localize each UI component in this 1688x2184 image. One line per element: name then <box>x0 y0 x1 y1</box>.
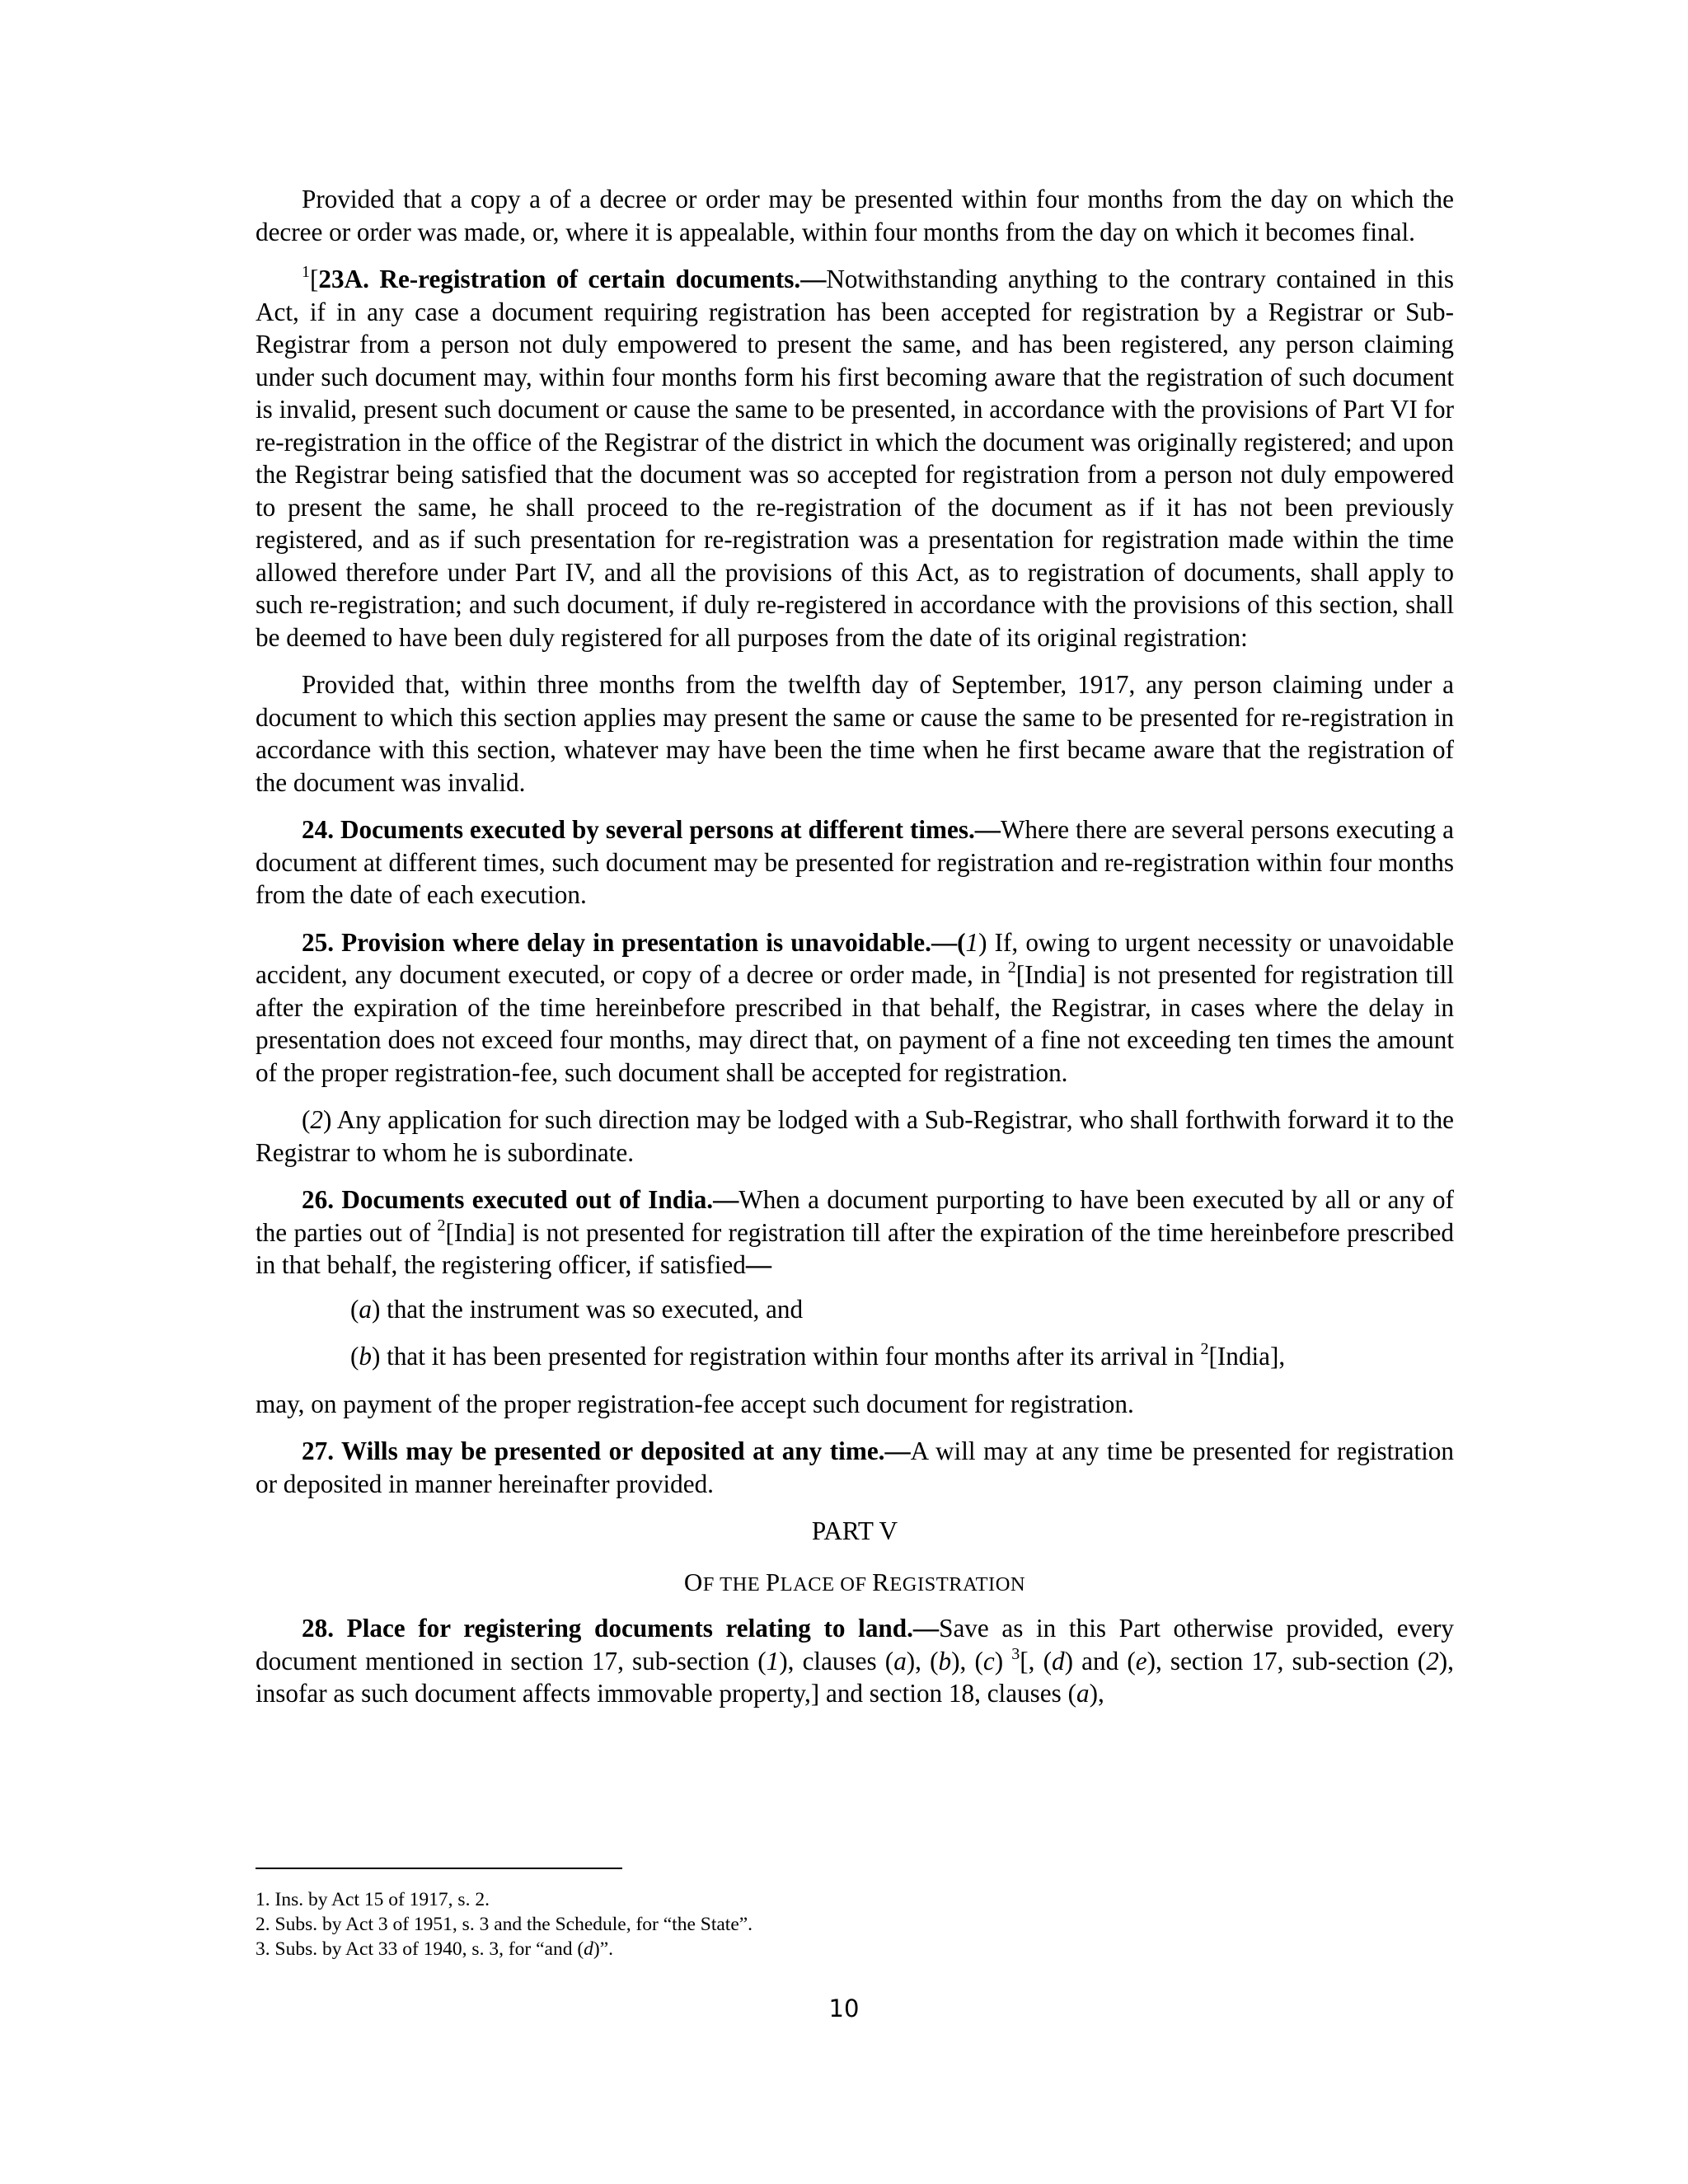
part-subtitle: OF THE PLACE OF REGISTRATION <box>683 1567 1026 1596</box>
section-text: A will may at any time be presented for registration or deposited in manner hereinafter provided. <box>256 1436 1454 1498</box>
section-heading: 27. Wills may be presented or deposited at any time. <box>302 1436 885 1465</box>
footnotes <box>256 1887 1454 1961</box>
section-text: Notwithstanding anything to the contrary contained in this Act, if in any case a document requiring registration has been accepted for registration by a Registrar or Sub-Registrar from a person not duly empowered to present the same, and has been registered, any person claiming under such document may, within four months form his first becoming aware that the registration of such document is invalid, present such document or cause the same to be presented, in accordance with the provisions of Part VI for re-registration in the office of the Registrar of the district in which the document was originally registered; and upon the Registrar being satisfied that the document was so accepted for registration from a person not duly empowered to present the same, he shall proceed to the re-registration of the document as if it has not been previously registered, and as if such presentation for re-registration was a presentation for registration made within the time allowed therefore under Part IV, and all the provisions of this Act, as to registration of documents, shall apply to such re-registration; and such document, if duly re-registered in accordance with the provisions of this section, shall be deemed to have been duly registered for all purposes from the date of its original registration: <box>256 265 1454 652</box>
footnote-2: 2. Subs. by Act 3 of 1951, s. 3 and the Schedule, for “the State”. <box>256 1914 753 1935</box>
section-23a: $^1$[23A. Re-registration of certain documents.—Notwithstanding anything to the contrary contained in this Act, if in any case a document requiring registration has been accepted for registration by a Registrar or Sub-Registrar from a person not duly empowered to present the same, and has been registered, any person claiming under such document may, within four months form his first becoming aware that the registration of such document is invalid, present such document or cause the same to be presented, in accordance with the provisions of Part VI for re-registration in the office of the Registrar of the district in which the document was originally registered; and upon the Registrar being satisfied that the document was so accepted for registration from a person not duly empowered to present the same, he shall proceed to the re-registration of the document as if it has not been previously registered, and as if such presentation for re-registration was a presentation for registration made within the time allowed therefore under Part IV, and all the provisions of this Act, as to registration of documents, shall apply to such re-registration; and such document, if duly re-registered in accordance with the provisions of this section, shall be deemed to have been duly registered for all purposes from the date of its original registration: <box>256 263 1454 652</box>
section-28: 28. Place for registering documents relating to land.—Save as in this Part otherwise provided, every document mentioned in section 17, sub-section (1), clauses (a), (b), (c) $^3$[, (d) and (e), section 17, sub-section (2), insofar as such document affects immovable property,] and section 18, clauses (a), <box>256 1614 1455 1708</box>
section-27: 27. Wills may be presented or deposited at any time.—A will may at any time be presented for registration or deposited in manner hereinafter provided. <box>256 1436 1454 1498</box>
footnote-ref[interactable]: 2 <box>1007 958 1016 977</box>
footnote-ref[interactable]: 2 <box>1200 1340 1209 1358</box>
section-25: 25. Provision where delay in presentation is unavoidable.—(1) If, owing to urgent necessity or unavoidable accident, any document executed, or copy of a decree or order made, in $^2$[India] is not presented for registration till after the expiration of the time hereinbefore prescribed in that behalf, the Registrar, in cases where the delay in presentation does not exceed four months, may direct that, on payment of a fine not exceeding ten times the amount of the proper registration-fee, such document shall be accepted for registration. <box>256 927 1455 1087</box>
section-heading: 28. Place for registering documents relating to land. <box>302 1614 913 1643</box>
footnote-3: 3. Subs. by Act 33 of 1940, s. 3, for “and (d)”. <box>256 1938 614 1960</box>
section-heading: 24. Documents executed by several persons at different times. <box>302 815 975 844</box>
part-title: PART V <box>811 1516 898 1545</box>
page-number: 10 <box>828 1994 860 2022</box>
footnote-ref[interactable]: 1 <box>302 263 310 281</box>
footnote-ref[interactable]: 3 <box>1011 1644 1020 1663</box>
clause-a: (a) that the instrument was so executed, and <box>350 1294 804 1324</box>
section-26-tail: may, on payment of the proper registration-fee accept such document for registration. <box>256 1389 1134 1418</box>
section-heading: 23A. Re-registration of certain documents. <box>318 265 801 293</box>
section-heading: 26. Documents executed out of India. <box>302 1185 714 1214</box>
section-24: 24. Documents executed by several persons at different times.—Where there are several persons executing a document at different times, such document may be presented for registration and re-registration within four months from the date of each execution. <box>256 815 1454 909</box>
section-23a-proviso: Provided that, within three months from the twelfth day of September, 1917, any person claiming under a document to which this section applies may present the same or cause the same to be presented for re-registration in accordance with this section, whatever may have been the time when he first became aware that the registration of the document was invalid. <box>256 670 1454 797</box>
footnote-1: 1. Ins. by Act 15 of 1917, s. 2. <box>256 1889 490 1910</box>
document-body <box>256 183 1454 1725</box>
section-text: Where there are several persons executing a document at different times, such document may be presented for registration and re-registration within four months from the date of each execution. <box>256 815 1454 909</box>
proviso-paragraph-decree: Provided that a copy a of a decree or order may be presented within four months from the day on which the decree or order was made, or, where it is appealable, within four months from the day on which it becomes final. <box>256 185 1454 246</box>
footnote-ref[interactable]: 2 <box>437 1216 446 1235</box>
section-26: 26. Documents executed out of India.—When a document purporting to have been executed by all or any of the parties out of $^2$[India] is not presented for registration till after the expiration of the time hereinbefore prescribed in that behalf, the registering officer, if satisfied— <box>256 1185 1454 1279</box>
footnote-divider <box>256 1868 622 1869</box>
section-25-subsection-2: (2) Any application for such direction may be lodged with a Sub-Registrar, who shall forthwith forward it to the Registrar to whom he is subordinate. <box>256 1105 1454 1167</box>
section-heading: 25. Provision where delay in presentation is unavoidable. <box>302 927 931 957</box>
clause-b: (b) that it has been presented for registration within four months after its arrival in $^2$[India], <box>350 1340 1286 1371</box>
